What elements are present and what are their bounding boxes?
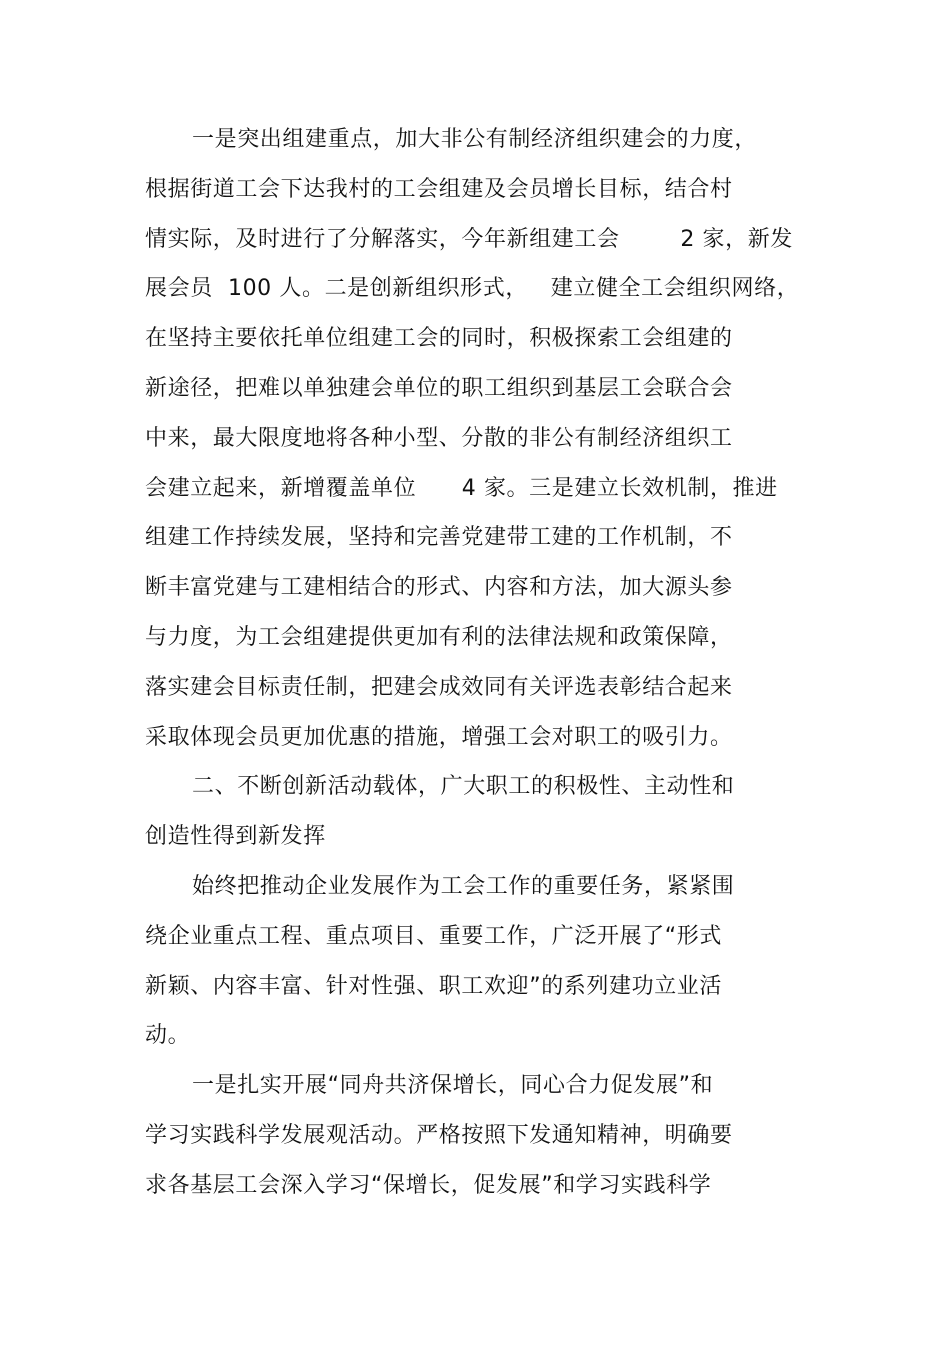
paragraph-line: 中来，最大限度地将各种小型、分散的非公有制经济组织工 — [145, 426, 733, 451]
paragraph-line: 情实际，及时进行了分解落实，今年新组建工会 2 家，新发 — [145, 227, 793, 252]
paragraph-line: 会建立起来，新增覆盖单位 4 家。三是建立长效机制，推进 — [145, 476, 778, 501]
paragraph-line: 断丰富党建与工建相结合的形式、内容和方法，加大源头参 — [145, 575, 733, 600]
paragraph-line: 采取体现会员更加优惠的措施，增强工会对职工的吸引力。 — [145, 725, 733, 750]
paragraph-line: 落实建会目标责任制，把建会成效同有关评选表彰结合起来 — [145, 675, 733, 700]
paragraph-line: 展会员 100 人。二是创新组织形式， 建立健全工会组织网络， — [145, 276, 800, 301]
paragraph-line: 一是扎实开展“同舟共济保增长，同心合力促发展”和 — [192, 1073, 714, 1098]
section-heading-line: 二、不断创新活动载体，广大职工的积极性、主动性和 — [192, 774, 735, 799]
paragraph-line: 新途径，把难以单独建会单位的职工组织到基层工会联合会 — [145, 376, 733, 401]
paragraph-line: 在坚持主要依托单位组建工会的同时，积极探索工会组建的 — [145, 326, 733, 351]
paragraph-line: 求各基层工会深入学习“保增长，促发展”和学习实践科学 — [145, 1173, 712, 1198]
paragraph-line: 新颖、内容丰富、针对性强、职工欢迎”的系列建功立业活 — [145, 974, 722, 999]
paragraph-line: 根据街道工会下达我村的工会组建及会员增长目标，结合村 — [145, 177, 733, 202]
paragraph-line: 绕企业重点工程、重点项目、重要工作，广泛开展了“形式 — [145, 924, 722, 949]
paragraph-line: 学习实践科学发展观活动。严格按照下发通知精神，明确要 — [145, 1123, 733, 1148]
section-heading-line: 创造性得到新发挥 — [145, 824, 326, 849]
paragraph-line: 组建工作持续发展，坚持和完善党建带工建的工作机制，不 — [145, 525, 733, 550]
paragraph-line: 始终把推动企业发展作为工会工作的重要任务，紧紧围 — [192, 874, 735, 899]
paragraph-line: 动。 — [145, 1023, 191, 1048]
paragraph-line: 与力度，为工会组建提供更加有利的法律法规和政策保障， — [145, 625, 733, 650]
paragraph-line: 一是突出组建重点，加大非公有制经济组织建会的力度， — [192, 127, 758, 152]
